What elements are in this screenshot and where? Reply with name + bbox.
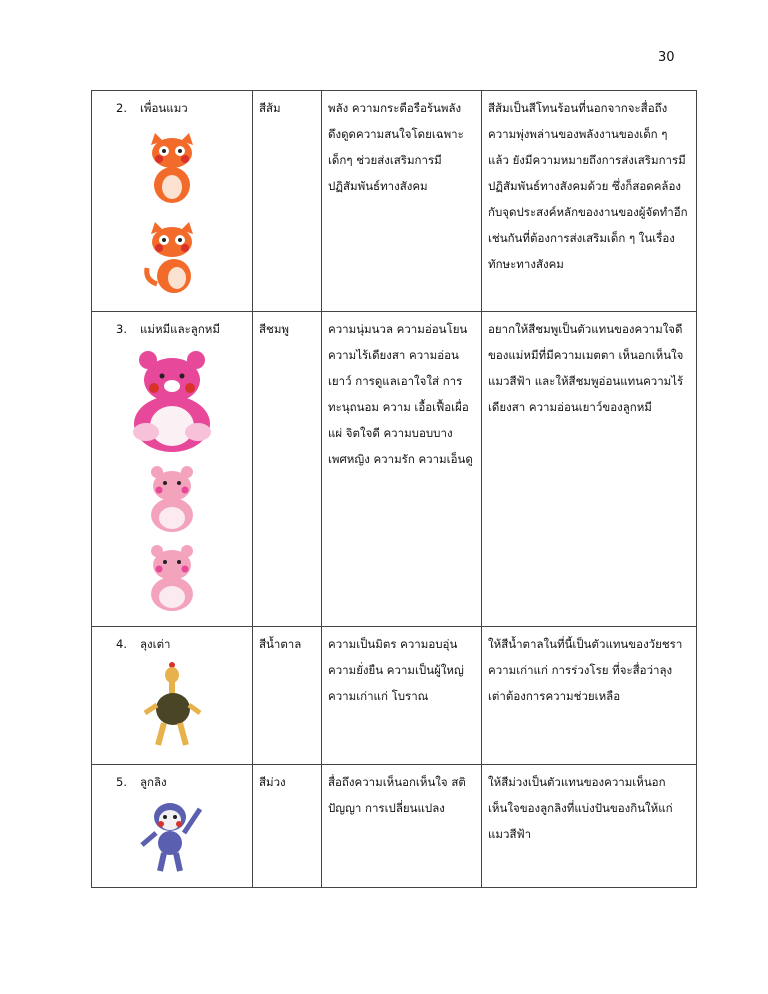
reason-cell: สีส้มเป็นสีโทนร้อนที่นอกจากจะสื่อถึงความพุ่งพล่านของพลังงานของเด็ก ๆ แล้ว ยังมีความหมายถึงการส่งเสริมการมีปฏิสัมพันธ์ทางสังคมด้วย ซึ่งก็สอดคล้องกับจุดประสงค์หลักของงานของผู้จัดทำอีกเช่นกันที่ต้องการส่งเสริมเด็ก ๆ ในเรื่องทักษะทางสังคม: [482, 91, 697, 312]
orange-cat-doll-back-image: [137, 214, 207, 299]
mother-bear-doll-image: [126, 346, 218, 456]
character-name: ลุงเต่า: [140, 637, 171, 651]
page-number: 30: [658, 50, 675, 65]
turtle-doll-image: [142, 661, 202, 751]
color-name-cell: สีชมพู: [253, 312, 322, 627]
table-row: [92, 627, 697, 765]
color-name-cell: สีส้ม: [253, 91, 322, 312]
character-cell: [92, 312, 253, 627]
character-cell: [92, 765, 253, 888]
table-row: [92, 312, 697, 627]
reason-cell: ให้สีม่วงเป็นตัวแทนของความเห็นอกเห็นใจของลูกลิงที่แบ่งปันของกินให้แก่แมวสีฟ้า: [482, 765, 697, 888]
row-number: 5.: [116, 775, 127, 789]
row-number: 3.: [116, 322, 127, 336]
monkey-doll-image: [136, 799, 208, 874]
row-number: 2.: [116, 101, 127, 115]
reason-cell: อยากให้สีชมพูเป็นตัวแทนของความใจดีของแม่หมีที่มีความเมตตา เห็นอกเห็นใจแมวสีฟ้า และให้สีชมพูอ่อนแทนความไร้เดียงสา ความอ่อนเยาว์ของลูกหมี: [482, 312, 697, 627]
row-number: 4.: [116, 637, 127, 651]
baby-bear-doll-image-2: [141, 539, 203, 614]
character-cell: [92, 627, 253, 765]
character-name: แม่หมีและลูกหมี: [140, 322, 220, 336]
reason-cell: ให้สีน้ำตาลในที่นี้เป็นตัวแทนของวัยชรา ความเก่าแก่ การร่วงโรย ที่จะสื่อว่าลุงเต่าต้องการความช่วยเหลือ: [482, 627, 697, 765]
color-name-cell: สีน้ำตาล: [253, 627, 322, 765]
baby-bear-doll-image: [141, 460, 203, 535]
table-row: [92, 91, 697, 312]
meaning-cell: ความนุ่มนวล ความอ่อนโยน ความไร้เดียงสา ความอ่อน เยาว์ การดูแลเอาใจใส่ การ ทะนุถนอม ความ เอื้อเฟื้อเผื่อแผ่ จิตใจดี ความบอบบาง เพศหญิง ความรัก ความเอ็นดู: [322, 312, 482, 627]
color-name-cell: สีม่วง: [253, 765, 322, 888]
meaning-cell: สื่อถึงความเห็นอกเห็นใจ สติปัญญา การเปลี่ยนแปลง: [322, 765, 482, 888]
color-meaning-table: [91, 90, 697, 888]
meaning-cell: ความเป็นมิตร ความอบอุ่น ความยั่งยืน ความเป็นผู้ใหญ่ ความเก่าแก่ โบราณ: [322, 627, 482, 765]
meaning-cell: พลัง ความกระตือรือร้นพลัง ดึงดูดความสนใจโดยเฉพาะ เด็กๆ ช่วยส่งเสริมการมี ปฏิสัมพันธ์ทางสังคม: [322, 91, 482, 312]
character-cell: [92, 91, 253, 312]
character-name: ลูกลิง: [140, 775, 167, 789]
table-row: [92, 765, 697, 888]
character-name: เพื่อนแมว: [140, 101, 188, 115]
orange-cat-doll-image: [137, 125, 207, 210]
